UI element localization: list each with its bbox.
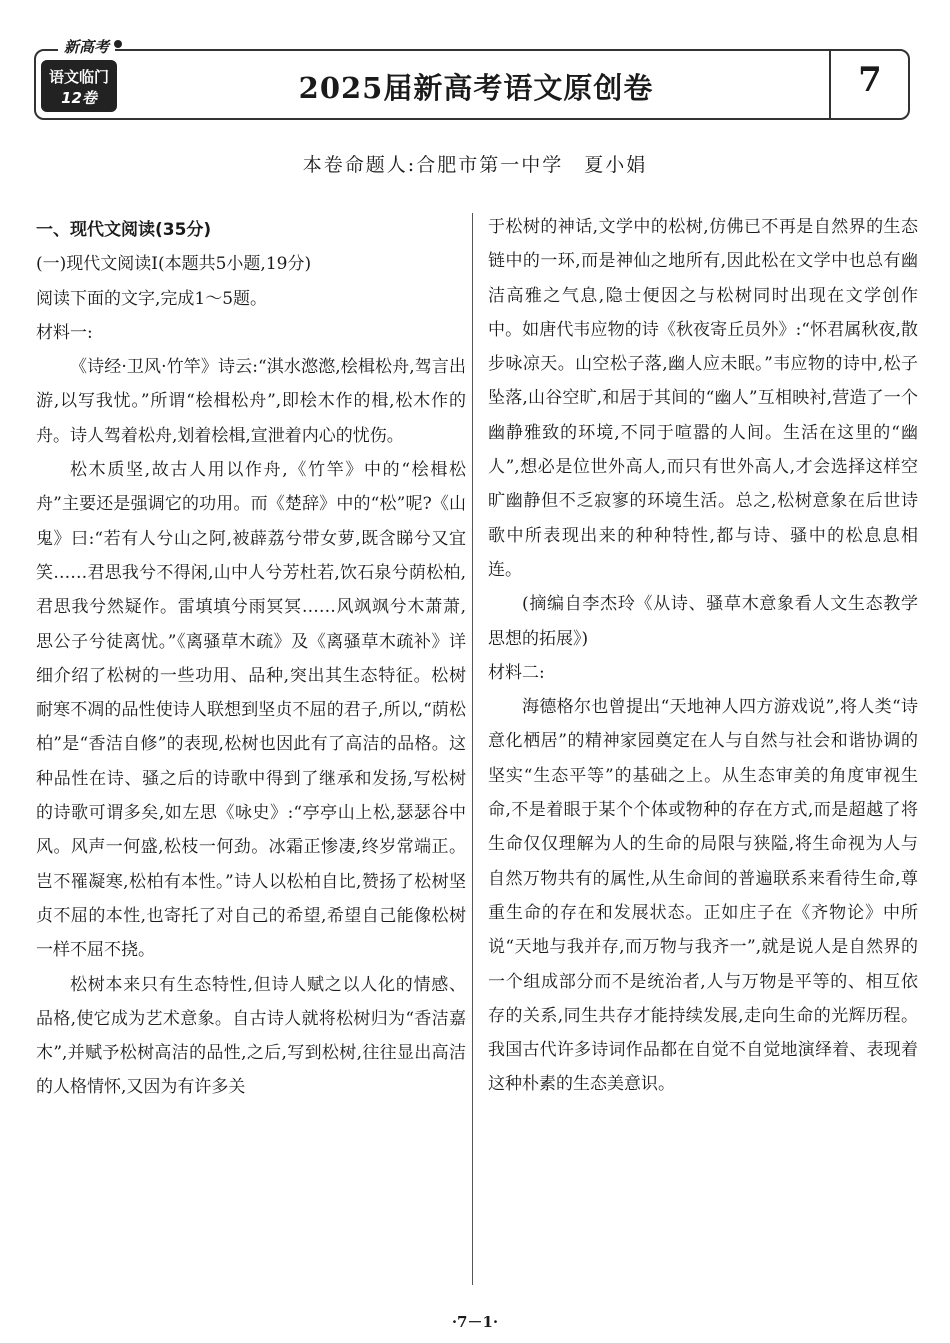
brand-line2: 12卷 xyxy=(61,89,97,107)
paragraph: 松树本来只有生态特性,但诗人赋之以人化的情感、品格,使它成为艺术意象。自古诗人就将松树归为“香洁嘉木”,并赋予松树高洁的品性,之后,写到松树,往往显出高洁的人格情怀,又因为有许多关 xyxy=(36,974,466,1098)
author-line: 本卷命题人:合肥市第一中学 夏小娟 xyxy=(302,154,648,176)
material-one-label: 材料一: xyxy=(36,322,93,343)
right-column xyxy=(488,210,918,1102)
page-number: ·7－1· xyxy=(451,1313,499,1331)
paragraph: 松木质坚,故古人用以作舟,《竹竿》中的“桧楫松舟”主要还是强调它的功用。而《楚辞》中的“松”呢?《山鬼》曰:“若有人兮山之阿,被薜荔兮带女萝,既含睇兮又宜笑……君思我兮不得闲,山中人兮芳杜若,饮石泉兮荫松柏,君思我兮然疑作。雷填填兮雨冥冥……风飒飒兮木萧萧,思公子兮徒离忧。”《离骚草木疏》及《离骚草木疏补》详细介绍了松树的一些功用、品种,突出其生态特征。松树耐寒不凋的品性使诗人联想到坚贞不屈的君子,所以,“荫松柏”是“香洁自修”的表现,松树也因此有了高洁的品格。这种品性在诗、骚之后的诗歌中得到了继承和发扬,写松树的诗歌可谓多矣,如左思《咏史》:“亭亭山上松,瑟瑟谷中风。风声一何盛,松枝一何劲。冰霜正惨凄,终岁常端正。岂不罹凝寒,松柏有本性。”诗人以松柏自比,赞扬了松树坚贞不屈的本性,也寄托了对自己的希望,希望自己能像松树一样不屈不挠。 xyxy=(36,460,466,961)
material-two-label: 材料二: xyxy=(488,662,545,683)
section-heading: 一、现代文阅读(35分) xyxy=(36,220,212,240)
instruction-text: 阅读下面的文字,完成1～5题。 xyxy=(36,288,268,309)
brand-logo xyxy=(41,60,117,112)
paper-number: 7 xyxy=(858,60,882,100)
column-divider xyxy=(472,213,473,1285)
brand-top-label: 新高考 xyxy=(58,36,115,57)
paragraph-continued: 于松树的神话,文学中的松树,仿佛已不再是自然界的生态链中的一环,而是神仙之地所有,因此松在文学中也总有幽洁高雅之气息,隐士便因之与松树同时出现在文学创作中。如唐代韦应物的诗《秋夜寄丘员外》:“怀君属秋夜,散步咏凉天。山空松子落,幽人应未眠。”韦应物的诗中,松子坠落,山谷空旷,和居于其间的“幽人”互相映衬,营造了一个幽静雅致的环境,不同于喧嚣的人间。生活在这里的“幽人”,想必是位世外高人,而只有世外高人,才会选择这样空旷幽静但不乏寂寥的环境生活。总之,松树意象在后世诗歌中所表现出来的种种特性,都与诗、骚中的松息息相连。 xyxy=(488,217,918,580)
citation: (摘编自李杰玲《从诗、骚草木意象看人文生态教学思想的拓展》) xyxy=(488,594,918,649)
number-divider xyxy=(829,51,831,118)
brand-dot-icon xyxy=(114,40,122,48)
paragraph: 海德格尔也曾提出“天地神人四方游戏说”,将人类“诗意化栖居”的精神家园奠定在人与自然与社会和谐协调的坚实“生态平等”的基础之上。从生态审美的角度审视生命,不是着眼于某个个体或物种的存在方式,而是超越了将生命仅仅理解为人的生命的局限与狭隘,将生命视为人与自然万物共有的属性,从生命间的普遍联系来看待生命,尊重生命的存在和发展状态。正如庄子在《齐物论》中所说“天地与我并存,而万物与我齐一”,就是说人是自然界的一个组成部分而不是统治者,人与万物是平等的、相互依存的关系,同生共存才能持续发展,走向生命的光辉历程。我国古代许多诗词作品都在自觉不自觉地演绎着、表现着这种朴素的生态美意识。 xyxy=(488,697,918,1095)
paragraph: 《诗经·卫风·竹竿》诗云:“淇水滺滺,桧楫松舟,驾言出游,以写我忧。”所谓“桧楫松舟”,即桧木作的楫,松木作的舟。诗人驾着松舟,划着桧楫,宣泄着内心的忧伤。 xyxy=(36,357,466,446)
subsection-heading: (一)现代文阅读Ⅰ(本题共5小题,19分) xyxy=(36,254,312,275)
left-column xyxy=(36,213,466,1105)
document-title: 2025届新高考语文原创卷 xyxy=(298,71,654,105)
brand-line1: 语文临门 xyxy=(48,68,109,86)
